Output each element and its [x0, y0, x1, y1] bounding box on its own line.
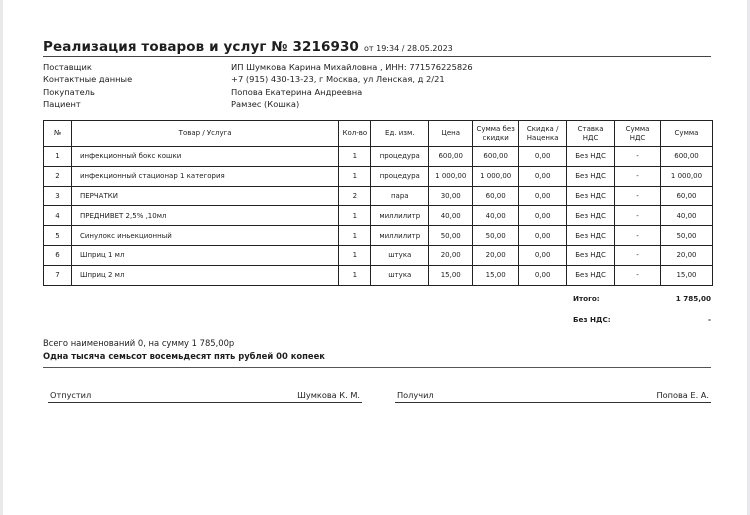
cell-vat-rate: Без НДС: [567, 166, 615, 186]
table-row: [44, 265, 713, 285]
cell-vat-rate: Без НДС: [567, 265, 615, 285]
cell-price: 20,00: [429, 245, 473, 265]
cell-quantity: 1: [339, 265, 371, 285]
cell-quantity: 2: [339, 186, 371, 206]
released-label: Отпустил: [50, 390, 92, 400]
column-header-sum-before-discount: Сумма без скидки: [473, 121, 519, 147]
info-row-contacts: [43, 73, 473, 85]
cell-number: 7: [44, 265, 72, 285]
cell-quantity: 1: [339, 206, 371, 226]
info-block: [43, 61, 473, 110]
items-count-line: Всего наименований 0, на сумму 1 785,00р: [43, 338, 235, 348]
column-header-unit: Ед. изм.: [371, 121, 429, 147]
cell-price: 1 000,00: [429, 166, 473, 186]
document-header: [43, 36, 711, 57]
cell-unit: штука: [371, 265, 429, 285]
column-header-sum: Сумма: [660, 121, 712, 147]
cell-number: 5: [44, 226, 72, 246]
cell-discount: 0,00: [519, 147, 567, 167]
cell-vat-sum: -: [615, 186, 661, 206]
received-name: Попова Е. А.: [656, 390, 709, 400]
cell-vat-sum: -: [615, 265, 661, 285]
cell-unit: пара: [371, 186, 429, 206]
cell-unit: процедура: [371, 147, 429, 167]
cell-quantity: 1: [339, 147, 371, 167]
table-row: [44, 206, 713, 226]
info-value: +7 (915) 430-13-23, г Москва, ул Ленская, д 2/21: [231, 74, 445, 85]
cell-number: 6: [44, 245, 72, 265]
cell-sum: 60,00: [660, 186, 712, 206]
vat-row: [573, 315, 711, 336]
info-label: Поставщик: [43, 62, 92, 72]
cell-unit: штука: [371, 245, 429, 265]
table-row: [44, 226, 713, 246]
table-row: [44, 245, 713, 265]
cell-vat-rate: Без НДС: [567, 147, 615, 167]
signature-released: [48, 390, 362, 403]
cell-sum-before-discount: 600,00: [473, 147, 519, 167]
cell-vat-rate: Без НДС: [567, 245, 615, 265]
table-row: [44, 186, 713, 206]
cell-price: 600,00: [429, 147, 473, 167]
cell-vat-rate: Без НДС: [567, 226, 615, 246]
info-value: Попова Екатерина Андреевна: [231, 86, 363, 97]
cell-sum: 1 000,00: [660, 166, 712, 186]
info-row-patient: [43, 98, 473, 110]
cell-sum-before-discount: 50,00: [473, 226, 519, 246]
document-datetime: от 19:34 / 28.05.2023: [364, 44, 453, 53]
cell-item: Шприц 2 мл: [71, 265, 338, 285]
cell-price: 15,00: [429, 265, 473, 285]
cell-number: 4: [44, 206, 72, 226]
cell-vat-sum: -: [615, 166, 661, 186]
amount-in-words: Одна тысяча семьсот восемьдесят пять рублей 00 копеек: [43, 351, 325, 361]
cell-number: 3: [44, 186, 72, 206]
info-row-buyer: [43, 86, 473, 98]
table-header-row: [44, 121, 713, 147]
column-header-price: Цена: [429, 121, 473, 147]
items-table: [43, 120, 713, 286]
cell-price: 40,00: [429, 206, 473, 226]
cell-sum: 600,00: [660, 147, 712, 167]
cell-vat-sum: -: [615, 245, 661, 265]
column-header-discount: Скидка / Наценка: [519, 121, 567, 147]
vat-value: -: [708, 315, 711, 324]
cell-unit: миллилитр: [371, 226, 429, 246]
vat-label: Без НДС:: [573, 315, 611, 324]
cell-sum: 20,00: [660, 245, 712, 265]
cell-item: Синулокс иньекционный: [71, 226, 338, 246]
cell-unit: миллилитр: [371, 206, 429, 226]
total-value: 1 785,00: [675, 294, 711, 303]
cell-price: 50,00: [429, 226, 473, 246]
info-label: Покупатель: [43, 86, 95, 97]
document-title: Реализация товаров и услуг № 3216930: [43, 39, 359, 55]
released-name: Шумкова К. М.: [297, 390, 360, 400]
cell-item: инфекционный стационар 1 категория: [71, 166, 338, 186]
table-row: [44, 147, 713, 167]
total-label: Итого:: [573, 294, 600, 303]
cell-vat-sum: -: [615, 226, 661, 246]
table-row: [44, 166, 713, 186]
summary-block: [43, 337, 711, 368]
cell-sum-before-discount: 60,00: [473, 186, 519, 206]
signature-received: [395, 390, 711, 403]
cell-number: 1: [44, 147, 72, 167]
cell-sum-before-discount: 40,00: [473, 206, 519, 226]
column-header-vat-rate: Ставка НДС: [567, 121, 615, 147]
cell-vat-sum: -: [615, 206, 661, 226]
column-header-number: №: [44, 121, 72, 147]
document-page: [3, 0, 747, 515]
cell-vat-rate: Без НДС: [567, 206, 615, 226]
cell-sum: 40,00: [660, 206, 712, 226]
info-label: Пациент: [43, 98, 81, 109]
cell-number: 2: [44, 166, 72, 186]
cell-vat-rate: Без НДС: [567, 186, 615, 206]
cell-discount: 0,00: [519, 265, 567, 285]
cell-item: инфекционный бокс кошки: [71, 147, 338, 167]
totals-block: [573, 294, 711, 336]
received-label: Получил: [397, 390, 434, 400]
cell-discount: 0,00: [519, 206, 567, 226]
cell-discount: 0,00: [519, 226, 567, 246]
cell-item: ПЕРЧАТКИ: [71, 186, 338, 206]
cell-discount: 0,00: [519, 166, 567, 186]
total-row: [573, 294, 711, 315]
column-header-item: Товар / Услуга: [71, 121, 338, 147]
info-row-supplier: [43, 61, 473, 73]
cell-quantity: 1: [339, 245, 371, 265]
info-value: ИП Шумкова Карина Михайловна , ИНН: 771576225826: [231, 62, 473, 72]
cell-sum: 50,00: [660, 226, 712, 246]
cell-item: Шприц 1 мл: [71, 245, 338, 265]
cell-sum-before-discount: 1 000,00: [473, 166, 519, 186]
cell-vat-sum: -: [615, 147, 661, 167]
info-label: Контактные данные: [43, 74, 133, 85]
cell-item: ПРЕДНИВЕТ 2,5% ,10мл: [71, 206, 338, 226]
column-header-quantity: Кол-во: [339, 121, 371, 147]
cell-price: 30,00: [429, 186, 473, 206]
cell-discount: 0,00: [519, 186, 567, 206]
cell-sum-before-discount: 15,00: [473, 265, 519, 285]
cell-quantity: 1: [339, 166, 371, 186]
cell-unit: процедура: [371, 166, 429, 186]
cell-quantity: 1: [339, 226, 371, 246]
cell-sum: 15,00: [660, 265, 712, 285]
column-header-vat-sum: Сумма НДС: [615, 121, 661, 147]
cell-sum-before-discount: 20,00: [473, 245, 519, 265]
info-value: Рамзес (Кошка): [231, 98, 300, 109]
cell-discount: 0,00: [519, 245, 567, 265]
